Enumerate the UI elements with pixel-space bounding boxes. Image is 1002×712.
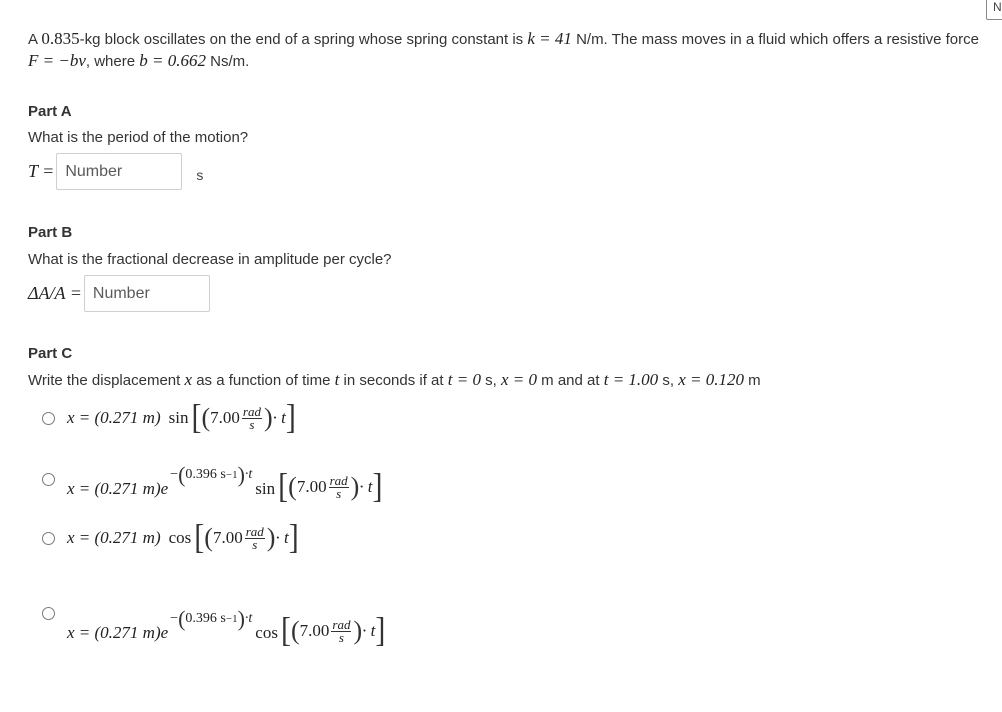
- exp-power: −1: [225, 613, 238, 625]
- question-text: m and at: [541, 372, 600, 389]
- frac-den: s: [338, 630, 344, 645]
- problem-statement: [28, 28, 998, 72]
- spring-constant: k = 41: [527, 29, 572, 48]
- eq-sin: sin: [255, 479, 276, 498]
- eq-paren: ): [237, 462, 245, 487]
- eq-argument: [278, 467, 383, 506]
- force-expression: F = −bv: [28, 51, 86, 70]
- eq-paren: (: [178, 606, 186, 631]
- part-a-question: What is the period of the motion?: [28, 129, 249, 146]
- choice-1-radio[interactable]: [42, 412, 55, 425]
- eq-paren: (: [288, 472, 297, 501]
- exp-minus: −: [170, 467, 179, 482]
- eq-lhs: x = (0.271 m): [67, 479, 161, 498]
- eq-paren: ): [353, 616, 363, 645]
- eq-unit-frac: [242, 405, 262, 431]
- eq-unit-frac: [329, 474, 349, 500]
- eq-bracket: [: [278, 467, 289, 506]
- eq-paren: ): [263, 403, 273, 432]
- frac-num: rad: [242, 404, 261, 419]
- eq-cos: cos: [255, 623, 278, 642]
- eq-omega: 7.00: [212, 528, 243, 547]
- part-b-question: What is the fractional decrease in amplitude per cycle?: [28, 251, 392, 268]
- eq-t: · t: [362, 621, 376, 640]
- choice-3[interactable]: [42, 518, 299, 557]
- eq-omega: 7.00: [210, 408, 240, 427]
- choice-1[interactable]: [42, 398, 296, 437]
- eq-bracket: ]: [285, 398, 296, 437]
- part-a-title: Part A: [28, 103, 72, 120]
- frac-num: rad: [245, 524, 264, 539]
- math-var: t: [334, 370, 340, 389]
- math-expr: t = 0: [447, 370, 481, 389]
- damping-constant: b = 0.662: [139, 51, 206, 70]
- exp-rate: 0.396 s: [185, 467, 226, 482]
- exp-minus: −: [170, 611, 179, 626]
- part-c-question: [28, 370, 761, 390]
- eq-lhs: x = (0.271 m): [67, 623, 161, 642]
- choice-3-radio[interactable]: [42, 532, 55, 545]
- period-input[interactable]: [56, 153, 182, 190]
- choice-4-equation: [67, 606, 386, 650]
- problem-text: Ns/m.: [210, 53, 250, 70]
- eq-bracket: ]: [375, 611, 386, 650]
- choice-4-radio[interactable]: [42, 607, 55, 620]
- question-text: as a function of time: [196, 372, 331, 389]
- exp-t: ·t: [244, 467, 253, 482]
- eq-t: · t: [359, 477, 373, 496]
- eq-paren: (: [204, 523, 213, 552]
- frac-den: s: [336, 486, 342, 501]
- eq-bracket: [: [194, 518, 205, 557]
- math-var: x: [184, 370, 193, 389]
- eq-cos: cos: [168, 528, 192, 547]
- math-expr: t = 1.00: [603, 370, 659, 389]
- eq-bracket: ]: [288, 518, 299, 557]
- math-expr: x = 0: [500, 370, 537, 389]
- choice-1-equation: [67, 398, 296, 437]
- exp-rate: 0.396 s: [185, 611, 226, 626]
- corner-button-label: N: [993, 0, 1002, 14]
- problem-text: , where: [85, 53, 136, 70]
- eq-paren: ): [266, 523, 276, 552]
- eq-bracket: [: [280, 611, 291, 650]
- eq-paren: (: [290, 616, 300, 645]
- corner-button[interactable]: [986, 0, 1002, 20]
- exp-t: ·t: [244, 611, 253, 626]
- eq-lhs: x = (0.271 m): [67, 408, 161, 427]
- eq-paren: (: [178, 462, 186, 487]
- eq-argument: [280, 611, 386, 650]
- eq-unit-frac: [245, 525, 265, 551]
- choice-2-equation: [67, 462, 383, 506]
- period-label: T =: [28, 161, 55, 181]
- choice-3-equation: [67, 518, 299, 557]
- eq-paren: (: [201, 403, 211, 432]
- eq-e: e: [160, 623, 169, 642]
- eq-sin: sin: [168, 408, 189, 427]
- question-text: in seconds if at: [343, 372, 444, 389]
- eq-bracket: [: [191, 398, 202, 437]
- eq-exponent: [170, 606, 253, 631]
- choice-4[interactable]: [67, 606, 386, 650]
- question-text: m: [748, 372, 761, 389]
- eq-omega: 7.00: [299, 621, 330, 640]
- frac-den: s: [249, 417, 255, 432]
- eq-bracket: ]: [372, 467, 383, 506]
- part-b-title: Part B: [28, 224, 73, 241]
- question-text: Write the displacement: [28, 372, 181, 389]
- eq-t: · t: [272, 408, 286, 427]
- choice-2-radio[interactable]: [42, 473, 55, 486]
- frac-num: rad: [332, 617, 351, 632]
- choice-2[interactable]: [67, 462, 383, 506]
- question-text: s,: [662, 372, 675, 389]
- frac-num: rad: [329, 473, 348, 488]
- frac-den: s: [252, 537, 258, 552]
- eq-lhs: x = (0.271 m): [67, 528, 161, 547]
- amplitude-decrease-input[interactable]: [84, 275, 210, 312]
- amplitude-decrease-label: ΔA/A =: [28, 283, 82, 303]
- part-c-title: Part C: [28, 345, 73, 362]
- problem-text: -kg block oscillates on the end of a spring whose spring constant is: [79, 31, 524, 48]
- eq-unit-frac: [331, 618, 351, 644]
- eq-omega: 7.00: [296, 477, 327, 496]
- part-b-answer-row: [28, 275, 210, 312]
- eq-exponent: [170, 462, 253, 487]
- mass-value: 0.835: [41, 29, 80, 48]
- problem-text: N/m. The mass moves in a fluid which offers a resistive force: [576, 31, 979, 48]
- exp-power: −1: [225, 469, 238, 481]
- eq-paren: ): [237, 606, 245, 631]
- question-text: s,: [485, 372, 497, 389]
- period-unit: s: [196, 166, 204, 183]
- eq-e: e: [160, 479, 169, 498]
- part-a-answer-row: [28, 153, 203, 190]
- problem-text: A: [28, 31, 38, 48]
- eq-paren: ): [350, 472, 360, 501]
- math-expr: x = 0.120: [678, 370, 744, 389]
- eq-t: · t: [275, 528, 289, 547]
